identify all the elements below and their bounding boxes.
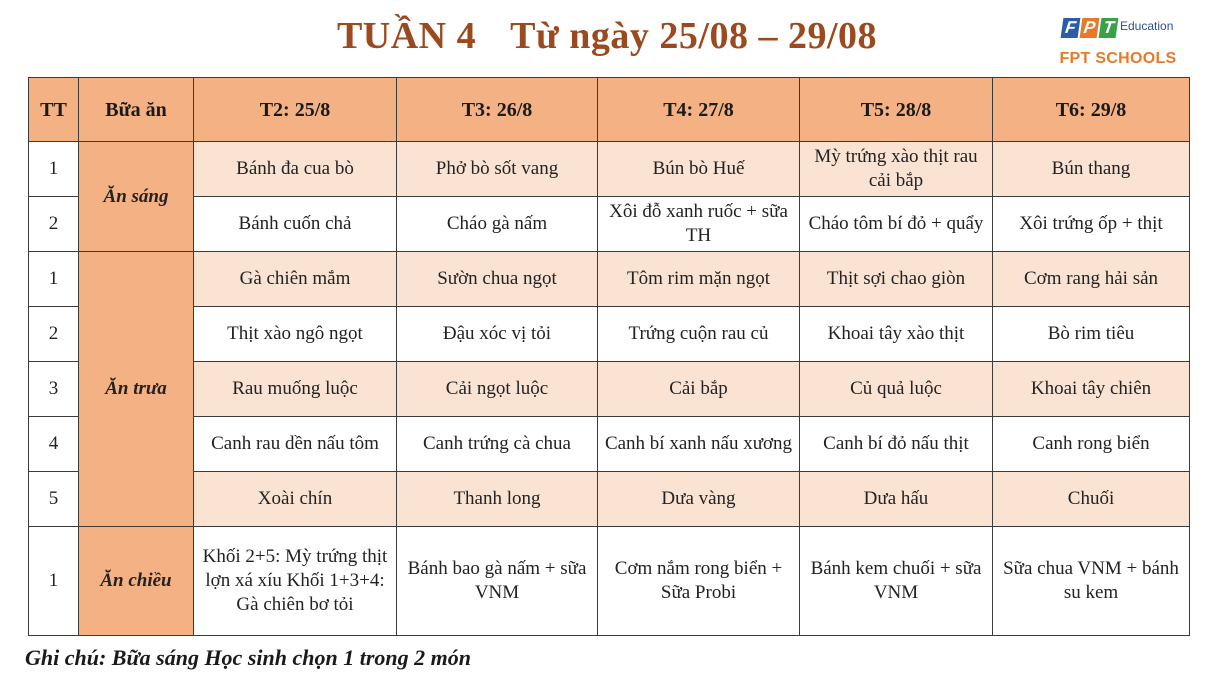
menu-cell: Bánh kem chuối + sữa VNM [800, 527, 993, 636]
header-tt: TT [29, 78, 79, 142]
row-number: 1 [29, 252, 79, 307]
row-number: 3 [29, 362, 79, 417]
menu-cell: Trứng cuộn rau củ [598, 307, 800, 362]
header-day-mon: T2: 25/8 [194, 78, 397, 142]
logo-education-text: Education [1120, 19, 1174, 33]
meal-afternoon: Ăn chiều [79, 527, 194, 636]
menu-cell: Cháo gà nấm [397, 197, 598, 252]
meal-breakfast: Ăn sáng [79, 142, 194, 252]
menu-cell: Xôi trứng ốp + thịt [993, 197, 1190, 252]
menu-cell: Cơm nắm rong biển + Sữa Probi [598, 527, 800, 636]
menu-cell: Xoài chín [194, 472, 397, 527]
table-row [29, 252, 1190, 307]
logo-schools-text: FPT SCHOOLS [1059, 50, 1177, 67]
menu-cell: Canh rong biển [993, 417, 1190, 472]
date-range: Từ ngày 25/08 – 29/08 [510, 15, 878, 57]
menu-cell: Bánh bao gà nấm + sữa VNM [397, 527, 598, 636]
table-row [29, 307, 1190, 362]
header-day-wed: T4: 27/8 [598, 78, 800, 142]
menu-cell: Dưa hấu [800, 472, 993, 527]
menu-cell: Bò rim tiêu [993, 307, 1190, 362]
row-number: 1 [29, 527, 79, 636]
menu-cell: Tôm rim mặn ngọt [598, 252, 800, 307]
menu-cell: Bún thang [993, 142, 1190, 197]
menu-cell: Canh bí xanh nấu xương [598, 417, 800, 472]
menu-cell: Canh trứng cà chua [397, 417, 598, 472]
row-number: 2 [29, 197, 79, 252]
menu-cell: Rau muống luộc [194, 362, 397, 417]
meal-lunch: Ăn trưa [79, 252, 194, 527]
fpt-schools-logo [1050, 14, 1190, 74]
menu-cell: Sữa chua VNM + bánh su kem [993, 527, 1190, 636]
row-number: 1 [29, 142, 79, 197]
menu-cell: Gà chiên mắm [194, 252, 397, 307]
menu-cell: Chuối [993, 472, 1190, 527]
header-day-thu: T5: 28/8 [800, 78, 993, 142]
week-label: TUẦN 4 [336, 15, 477, 57]
logo-tile-f: F [1061, 18, 1081, 38]
menu-cell: Củ quả luộc [800, 362, 993, 417]
menu-cell: Phở bò sốt vang [397, 142, 598, 197]
table-row [29, 472, 1190, 527]
row-number: 5 [29, 472, 79, 527]
menu-cell: Mỳ trứng xào thịt rau cải bắp [800, 142, 993, 197]
header-row [29, 78, 1190, 142]
menu-cell: Dưa vàng [598, 472, 800, 527]
row-number: 4 [29, 417, 79, 472]
table-row [29, 142, 1190, 197]
menu-cell: Thịt xào ngô ngọt [194, 307, 397, 362]
table-row [29, 362, 1190, 417]
menu-cell: Đậu xóc vị tỏi [397, 307, 598, 362]
menu-cell: Thanh long [397, 472, 598, 527]
header-day-fri: T6: 29/8 [993, 78, 1190, 142]
header-day-tue: T3: 26/8 [397, 78, 598, 142]
menu-cell: Canh rau dền nấu tôm [194, 417, 397, 472]
menu-cell: Khoai tây chiên [993, 362, 1190, 417]
table-row [29, 417, 1190, 472]
table-row [29, 197, 1190, 252]
table-row [29, 527, 1190, 636]
menu-cell: Bún bò Huế [598, 142, 800, 197]
menu-cell: Thịt sợi chao giòn [800, 252, 993, 307]
menu-cell: Khoai tây xào thịt [800, 307, 993, 362]
menu-cell: Bánh đa cua bò [194, 142, 397, 197]
menu-cell: Sườn chua ngọt [397, 252, 598, 307]
menu-cell: Khối 2+5: Mỳ trứng thịt lợn xá xíu Khối 1+3+4: Gà chiên bơ tỏi [194, 527, 397, 636]
menu-cell: Canh bí đỏ nấu thịt [800, 417, 993, 472]
row-number: 2 [29, 307, 79, 362]
menu-cell: Cải ngọt luộc [397, 362, 598, 417]
menu-cell: Cháo tôm bí đỏ + quẩy [800, 197, 993, 252]
logo-tile-p: P [1080, 18, 1100, 38]
menu-cell: Xôi đỗ xanh ruốc + sữa TH [598, 197, 800, 252]
header-meal: Bữa ăn [79, 78, 194, 142]
menu-cell: Bánh cuốn chả [194, 197, 397, 252]
weekly-menu-table [28, 77, 1190, 636]
menu-cell: Cơm rang hải sản [993, 252, 1190, 307]
logo-tile-t: T [1099, 18, 1119, 38]
menu-cell: Cải bắp [598, 362, 800, 417]
footnote: Ghi chú: Bữa sáng Học sinh chọn 1 trong 2 món [25, 645, 471, 670]
page-title [0, 14, 1214, 58]
